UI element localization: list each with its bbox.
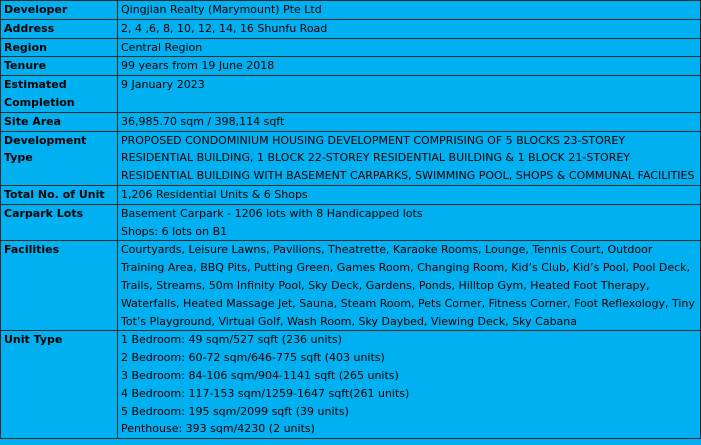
- table-row: [1, 76, 701, 113]
- row-label: Development Type: [1, 131, 118, 185]
- table-row: [1, 204, 701, 241]
- row-label: Region: [1, 38, 118, 57]
- row-label: Site Area: [1, 112, 118, 131]
- row-label: Tenure: [1, 57, 118, 76]
- row-value: [118, 131, 701, 185]
- row-value: [118, 185, 701, 204]
- value-line: Central Region: [121, 40, 203, 54]
- value-line: 2, 4 ,6, 8, 10, 12, 14, 16 Shunfu Road: [121, 21, 328, 35]
- row-label: Estimated Completion: [1, 76, 118, 113]
- row-value: [118, 112, 701, 131]
- value-line: PROPOSED CONDOMINIUM HOUSING DEVELOPMENT COMPRISING OF 5 BLOCKS 23-STOREY RESIDENTIAL BUILDING, 1 BLOCK 22-STOREY RESIDENTIAL BUILDING & 1 BLOCK 21-STOREY RESIDENTIAL BUILDING WITH BASEMENT CARPARKS, SWIMMING POOL, SHOPS & COMMUNAL FACILITIES: [121, 133, 695, 183]
- value-line: Qingjian Realty (Marymount) Pte Ltd: [121, 3, 322, 16]
- row-value: [118, 1, 701, 20]
- row-label: Developer: [1, 1, 118, 20]
- row-value: [118, 76, 701, 113]
- value-line: 36,985.70 sqm / 398,114 sqft: [121, 114, 285, 128]
- value-line: 99 years from 19 June 2018: [121, 59, 275, 73]
- value-line: 5 Bedroom: 195 sqm/2099 sqft (39 units): [121, 404, 349, 418]
- table-row: [1, 131, 701, 185]
- value-line: 1,206 Residential Units & 6 Shops: [121, 187, 308, 201]
- table-row: [1, 38, 701, 57]
- row-label: Address: [1, 19, 118, 38]
- row-value: [118, 38, 701, 57]
- table-row: [1, 57, 701, 76]
- table-row: [1, 19, 701, 38]
- value-line: Shops: 6 lots on B1: [121, 224, 228, 238]
- value-line: Basement Carpark - 1206 lots with 8 Handicapped lots: [121, 206, 423, 220]
- row-label: Carpark Lots: [1, 204, 118, 241]
- table-row: [1, 185, 701, 204]
- value-line: 2 Bedroom: 60-72 sqm/646-775 sqft (403 units): [121, 351, 385, 365]
- row-value: [118, 241, 701, 331]
- table-row: [1, 331, 701, 439]
- table-row: [1, 1, 701, 20]
- value-line: 3 Bedroom: 84-106 sqm/904-1141 sqft (265 units): [121, 368, 399, 382]
- value-line: 4 Bedroom: 117-153 sqm/1259-1647 sqft(261 units): [121, 386, 410, 400]
- value-line: 9 January 2023: [121, 78, 205, 92]
- table-body: [1, 1, 701, 439]
- value-line: Courtyards, Leisure Lawns, Pavilions, Theatrette, Karaoke Rooms, Lounge, Tennis Court, Outdoor Training Area, BBQ Pits, Putting Green, Games Room, Changing Room, Kid’s Club, Kid’s Pool, Pool Deck, Trails, Streams, 50m Infinity Pool, Sky Deck, Gardens, Ponds, Hilltop Gym, Heated Foot Therapy, Waterfalls, Heated Massage Jet, Sauna, Steam Room, Pets Corner, Fitness Corner, Foot Reflexology, Tiny Tot’s Playground, Virtual Golf, Wash Room, Sky Daybed, Viewing Deck, Sky Cabana: [121, 243, 695, 328]
- row-value: [118, 57, 701, 76]
- row-label: Facilities: [1, 241, 118, 331]
- table-row: [1, 112, 701, 131]
- row-value: [118, 19, 701, 38]
- value-line: Penthouse: 393 sqm/4230 (2 units): [121, 422, 315, 436]
- table-row: [1, 241, 701, 331]
- row-value: [118, 204, 701, 241]
- row-label: Total No. of Unit: [1, 185, 118, 204]
- value-line: 1 Bedroom: 49 sqm/527 sqft (236 units): [121, 333, 342, 347]
- row-label: Unit Type: [1, 331, 118, 439]
- row-value: [118, 331, 701, 439]
